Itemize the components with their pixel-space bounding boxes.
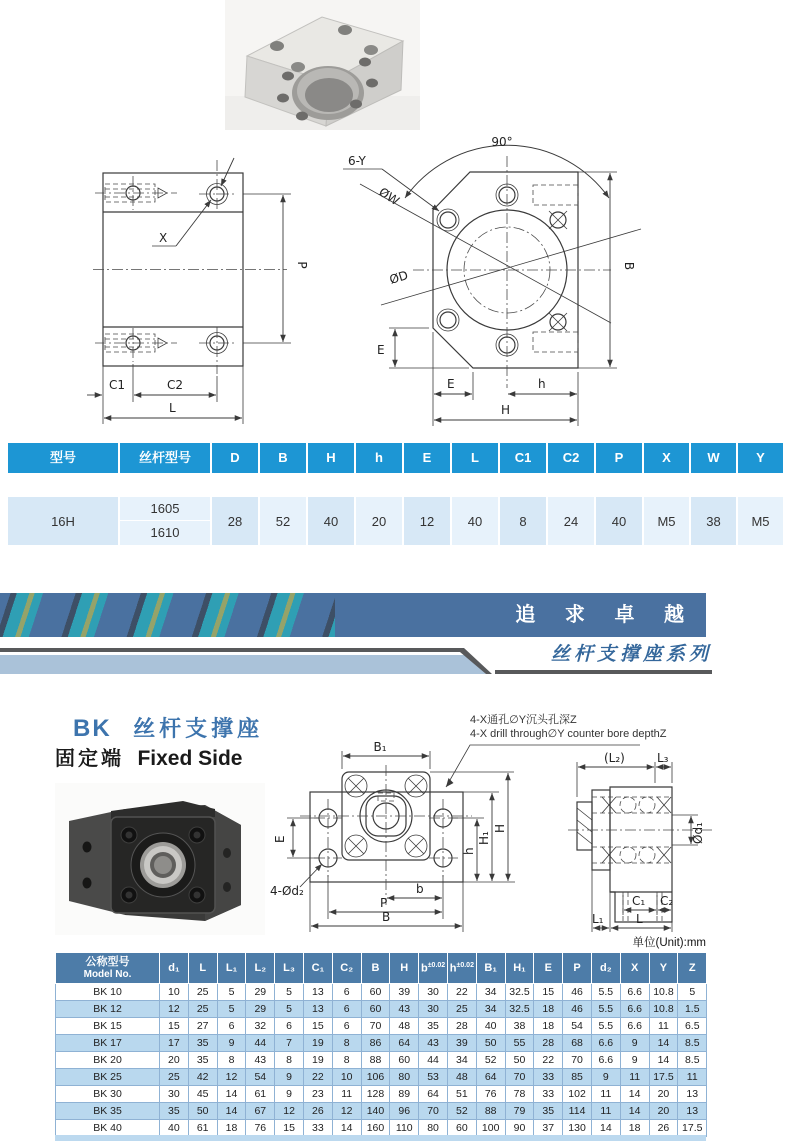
dim-label-l3: L₃	[657, 751, 669, 765]
dim-label-c1: C₁	[632, 894, 646, 908]
dim-label-b-total: B	[382, 910, 391, 924]
dim-label-c2: C2	[167, 378, 184, 392]
table2-cell: 15	[534, 984, 563, 1001]
table2-cell: 35	[188, 1052, 217, 1069]
table2-cell: 39	[390, 984, 419, 1001]
table2-cell: 20	[160, 1052, 189, 1069]
table2-cell: 43	[419, 1035, 448, 1052]
table1-header-cell: D	[212, 443, 258, 473]
table2-cell: 6	[275, 1018, 304, 1035]
table2-cell: 61	[188, 1120, 217, 1137]
table2-cell: BK 10	[56, 984, 160, 1001]
banner-band	[0, 593, 706, 637]
table2-cell: 67	[246, 1103, 275, 1120]
table2-header-cell: B	[361, 953, 390, 984]
table1-header-cell: X	[644, 443, 689, 473]
table2-cell: 54	[246, 1069, 275, 1086]
table2-cell: BK 12	[56, 1001, 160, 1018]
table2-cell: 14	[649, 1052, 678, 1069]
table2-cell: 8	[332, 1052, 361, 1069]
table2-cell: 26	[303, 1103, 332, 1120]
table2-cell: 18	[534, 1001, 563, 1018]
table2-cell: 8.5	[678, 1052, 707, 1069]
table1-header-cell: C1	[500, 443, 546, 473]
table2-cell: BK 25	[56, 1069, 160, 1086]
table2-cell: 6	[217, 1018, 246, 1035]
table2-cell: 11	[620, 1069, 649, 1086]
table2-cell: 14	[649, 1035, 678, 1052]
bk-side-view	[568, 751, 712, 932]
series-underline	[495, 670, 712, 674]
table2-cell: 50	[188, 1103, 217, 1120]
dim-label-l2: (L₂)	[604, 751, 625, 765]
table2-cell: 39	[447, 1035, 476, 1052]
table2-cell: 29	[246, 1001, 275, 1018]
table2-cell: 96	[390, 1103, 419, 1120]
table2-cell: 48	[447, 1069, 476, 1086]
table2-cell: 14	[217, 1103, 246, 1120]
table2-cell: 18	[534, 1018, 563, 1035]
product-photo-aluminum-housing	[225, 0, 420, 130]
table2-cell: 19	[303, 1035, 332, 1052]
dim-label-c2: C₂	[660, 894, 674, 908]
table2-cell: 35	[419, 1018, 448, 1035]
dim-label-d1: Ød₁	[691, 822, 705, 844]
table2-cell: 13	[303, 984, 332, 1001]
table2-cell: 17.5	[678, 1120, 707, 1137]
table2-cell: 12	[160, 1001, 189, 1018]
dim-label-x: X	[159, 231, 168, 245]
table1-column: 8	[500, 497, 546, 545]
table2-cell: 8.5	[678, 1035, 707, 1052]
table2-cell: 9	[591, 1069, 620, 1086]
table2-cell: 51	[447, 1086, 476, 1103]
table2-row	[56, 1035, 707, 1052]
table2-cell: 5	[275, 984, 304, 1001]
table2-cell: 11	[649, 1018, 678, 1035]
table2-cell: 34	[476, 984, 505, 1001]
table2-cell: 6	[332, 1018, 361, 1035]
aluminum-housing-image	[225, 0, 420, 130]
table2-row	[56, 1018, 707, 1035]
table1-header-cell: B	[260, 443, 306, 473]
dim-label-e-left: E	[377, 343, 385, 357]
table2-cell: 52	[476, 1052, 505, 1069]
table2-cell: 54	[563, 1018, 592, 1035]
table1-header-cell: H	[308, 443, 354, 473]
table2-cell: 5	[217, 984, 246, 1001]
table2-cell: 13	[303, 1001, 332, 1018]
table2-header-cell: C₂	[332, 953, 361, 984]
table1-header	[8, 443, 785, 473]
table1-column: 12	[404, 497, 450, 545]
table2-cell: 18	[217, 1120, 246, 1137]
table2-cell: 15	[303, 1018, 332, 1035]
front-view-drawing	[343, 135, 641, 426]
table1-column: M5	[738, 497, 783, 545]
table2-cell: 76	[246, 1120, 275, 1137]
table1-screw-model: 1605	[120, 497, 210, 521]
table2-cell: 43	[246, 1052, 275, 1069]
table2-cell: 5	[678, 984, 707, 1001]
table2-cell: 53	[419, 1069, 448, 1086]
table2-cell: 14	[332, 1120, 361, 1137]
table2-cell: 25	[188, 1001, 217, 1018]
table2-cell: 11	[678, 1069, 707, 1086]
table2-cell: 90	[505, 1120, 534, 1137]
table2-header-cell: H	[390, 953, 419, 984]
technical-drawing-first-section	[55, 132, 735, 434]
dim-label-90: 90°	[491, 135, 513, 149]
dim-label-4d2: 4-Ød₂	[270, 884, 304, 898]
table1-body	[8, 497, 785, 545]
table2-cell: 22	[534, 1052, 563, 1069]
dim-label-h-total: H	[501, 403, 511, 417]
table2-cell: 9	[217, 1035, 246, 1052]
table2-cell: 5.5	[591, 984, 620, 1001]
dim-label-dd: ØD	[387, 268, 410, 287]
table2-cell: 11	[591, 1103, 620, 1120]
table2-cell: 9	[275, 1069, 304, 1086]
table2-cell: 48	[390, 1018, 419, 1035]
table2-cell: 60	[447, 1120, 476, 1137]
table2-cell: 11	[591, 1086, 620, 1103]
table2-cell: 22	[303, 1069, 332, 1086]
table2-cell: BK 17	[56, 1035, 160, 1052]
table2-bottom-bar	[55, 1135, 706, 1141]
table2-cell: 34	[476, 1001, 505, 1018]
table2-cell: 33	[303, 1120, 332, 1137]
table2-cell: 30	[419, 1001, 448, 1018]
table2-cell: 6	[332, 1001, 361, 1018]
table2-cell: 20	[649, 1086, 678, 1103]
table2-cell: 12	[217, 1069, 246, 1086]
technical-drawing-bk-section	[270, 735, 790, 940]
table2-cell: 114	[563, 1103, 592, 1120]
table2-cell: 14	[217, 1086, 246, 1103]
table2-row	[56, 1120, 707, 1137]
table2-header-cell: Y	[649, 953, 678, 984]
table2-header-cell: C₁	[303, 953, 332, 984]
dim-label-e-bottom: E	[447, 377, 455, 391]
dim-label-b1: B₁	[373, 740, 387, 754]
table2-cell: 64	[419, 1086, 448, 1103]
table2-cell: 18	[620, 1120, 649, 1137]
table2-cell: 6.6	[591, 1052, 620, 1069]
table2-cell: 110	[390, 1120, 419, 1137]
table2-cell: 27	[188, 1018, 217, 1035]
product-photo-bk-support	[55, 783, 265, 935]
table2-cell: BK 30	[56, 1086, 160, 1103]
table2-cell: 37	[534, 1120, 563, 1137]
table2-cell: 40	[160, 1120, 189, 1137]
banner-stripes	[0, 593, 335, 637]
table2-cell: 52	[447, 1103, 476, 1120]
dim-label-h-total: H	[493, 823, 507, 833]
table2-cell: 60	[390, 1052, 419, 1069]
table2-cell: 68	[563, 1035, 592, 1052]
table1-column: 52	[260, 497, 306, 545]
table2-cell: 28	[534, 1035, 563, 1052]
bk-section-title	[55, 712, 263, 768]
table2-header-cell: d₂	[591, 953, 620, 984]
table2-cell: 1.5	[678, 1001, 707, 1018]
side-view-drawing	[87, 158, 309, 424]
table2-header-cell: Z	[678, 953, 707, 984]
table2-cell: 61	[246, 1086, 275, 1103]
table1-header-cell: h	[356, 443, 402, 473]
table2-cell: 10	[332, 1069, 361, 1086]
table2-cell: 45	[188, 1086, 217, 1103]
table2-cell: 30	[160, 1086, 189, 1103]
table1-header-cell: W	[691, 443, 736, 473]
dim-label-dw: ØW	[376, 184, 402, 209]
table2-cell: 70	[563, 1052, 592, 1069]
table2-cell: 20	[649, 1103, 678, 1120]
table1-header-cell: L	[452, 443, 498, 473]
table2-cell: 32.5	[505, 1001, 534, 1018]
table2-cell: 42	[188, 1069, 217, 1086]
table2-cell: 14	[620, 1103, 649, 1120]
table1-column: 16H	[8, 497, 118, 545]
table2-cell: 5	[217, 1001, 246, 1018]
table1-header-cell: P	[596, 443, 642, 473]
table2-cell: 17	[160, 1035, 189, 1052]
table2-cell: 64	[476, 1069, 505, 1086]
table2-cell: 86	[361, 1035, 390, 1052]
table2-header-cell: d₁	[160, 953, 189, 984]
table2-cell: BK 15	[56, 1018, 160, 1035]
table2-row	[56, 1086, 707, 1103]
dim-label-h: h	[538, 377, 546, 391]
table2-cell: 10	[160, 984, 189, 1001]
table1-column: M5	[644, 497, 689, 545]
table2-cell: 6.6	[620, 1001, 649, 1018]
table1-header-cell: C2	[548, 443, 594, 473]
table2-header-cell: L₃	[275, 953, 304, 984]
series-title: 丝杆支撑座系列	[550, 644, 712, 665]
table2-cell: 29	[246, 984, 275, 1001]
table2-cell: 8	[217, 1052, 246, 1069]
table2-cell: 76	[476, 1086, 505, 1103]
table2-cell: 6.6	[591, 1035, 620, 1052]
table2-cell: 22	[447, 984, 476, 1001]
table2-cell: 9	[620, 1035, 649, 1052]
table2-cell: 32.5	[505, 984, 534, 1001]
table1-column: 38	[691, 497, 736, 545]
table2-cell: 102	[563, 1086, 592, 1103]
table2-row	[56, 1052, 707, 1069]
table2-row	[56, 984, 707, 1001]
table2-cell: 35	[534, 1103, 563, 1120]
table2-cell: 34	[447, 1052, 476, 1069]
table2-cell: 64	[390, 1035, 419, 1052]
table2-header-cell: P	[563, 953, 592, 984]
table2-header-cell: L₂	[246, 953, 275, 984]
table2-cell: 13	[678, 1086, 707, 1103]
bk-code: BK	[73, 715, 112, 742]
table2-cell: 25	[188, 984, 217, 1001]
table1-header-cell: E	[404, 443, 450, 473]
table2-cell: 9	[620, 1052, 649, 1069]
table2-cell: BK 40	[56, 1120, 160, 1137]
table2-row	[56, 1069, 707, 1086]
table2-cell: 38	[505, 1018, 534, 1035]
bk-side-cn: 固定端	[55, 748, 124, 770]
table1-column: 20	[356, 497, 402, 545]
table2-header-cell: $h^{\pm 0.02}$	[447, 953, 476, 984]
dim-label-6y: 6-Y	[348, 154, 366, 168]
table1-column: 28	[212, 497, 258, 545]
bk-support-image	[55, 783, 265, 935]
dim-label-e: E	[273, 835, 287, 843]
table2-cell: 6.6	[620, 1018, 649, 1035]
banner-slogan: 追 求 卓 越	[515, 604, 696, 626]
banner-lower-stripe	[0, 648, 500, 674]
table2-cell: 44	[419, 1052, 448, 1069]
table2-row	[56, 1103, 707, 1120]
table1-header-cell: 丝杆型号	[120, 443, 210, 473]
table2-header-cell: $b^{\pm 0.02}$	[419, 953, 448, 984]
dim-label-l: L	[169, 401, 176, 415]
table1-column	[120, 497, 210, 545]
table2-cell: 33	[534, 1069, 563, 1086]
counterbore-note-en: 4-X drill through∅Y counter bore depthZ	[470, 728, 667, 740]
table2-cell: 88	[361, 1052, 390, 1069]
table2-header-model: 公称型号 Model No.	[56, 953, 160, 984]
table2-cell: 100	[476, 1120, 505, 1137]
table1-column: 40	[308, 497, 354, 545]
table1-header-cell: Y	[738, 443, 783, 473]
table2-cell: 35	[160, 1103, 189, 1120]
table2-cell: 130	[563, 1120, 592, 1137]
table2-cell: 70	[361, 1018, 390, 1035]
table2-cell: 15	[160, 1018, 189, 1035]
dim-label-c1: C1	[109, 378, 126, 392]
table2-cell: 9	[275, 1086, 304, 1103]
table2-cell: 60	[361, 984, 390, 1001]
table2-cell: 12	[275, 1103, 304, 1120]
table2-cell: 19	[303, 1052, 332, 1069]
table2-cell: 44	[246, 1035, 275, 1052]
table2-cell: 17.5	[649, 1069, 678, 1086]
table2-cell: 26	[649, 1120, 678, 1137]
dim-label-l1: L₁	[592, 912, 604, 926]
table2-cell: 23	[303, 1086, 332, 1103]
table2-cell: 15	[275, 1120, 304, 1137]
table2-cell: 8	[275, 1052, 304, 1069]
table2-header-cell: L₁	[217, 953, 246, 984]
table2-cell: 10.8	[649, 984, 678, 1001]
table2-header-cell: L	[188, 953, 217, 984]
table2-cell: 79	[505, 1103, 534, 1120]
table1-column: 24	[548, 497, 594, 545]
unit-label: 单位(Unit):mm	[632, 937, 706, 949]
table2-cell: 5	[275, 1001, 304, 1018]
table2-cell: 7	[275, 1035, 304, 1052]
table2-cell: 11	[332, 1086, 361, 1103]
table1-column: 40	[452, 497, 498, 545]
table2-cell: 28	[447, 1018, 476, 1035]
table2-cell: 50	[476, 1035, 505, 1052]
table1-screw-model: 1610	[150, 525, 180, 540]
dim-label-b: B	[622, 261, 636, 271]
table2-cell: 46	[563, 984, 592, 1001]
table2-cell: 60	[361, 1001, 390, 1018]
table2-cell: 55	[505, 1035, 534, 1052]
table2-cell: 40	[476, 1018, 505, 1035]
dim-label-b-small: b	[416, 882, 424, 896]
table2-cell: 106	[361, 1069, 390, 1086]
dim-label-h1: H₁	[477, 831, 491, 845]
table2-header-cell: X	[620, 953, 649, 984]
bk-dimension-table	[55, 952, 707, 1137]
table2-cell: 160	[361, 1120, 390, 1137]
table2-row	[56, 1001, 707, 1018]
table2-header-cell: E	[534, 953, 563, 984]
table2-cell: 30	[419, 984, 448, 1001]
table1-header-cell: 型号	[8, 443, 118, 473]
table2-cell: 14	[620, 1086, 649, 1103]
table2-cell: 5.5	[591, 1018, 620, 1035]
table2-cell: 140	[361, 1103, 390, 1120]
table2-cell: 25	[447, 1001, 476, 1018]
bk-front-view	[270, 740, 515, 932]
table2-cell: 8	[332, 1035, 361, 1052]
dim-label-p: P	[380, 896, 388, 910]
table2-cell: 89	[390, 1086, 419, 1103]
dim-label-p: P	[295, 261, 309, 269]
table2-cell: 50	[505, 1052, 534, 1069]
table2-cell: 6	[332, 984, 361, 1001]
table2-cell: 14	[591, 1120, 620, 1137]
table2-cell: 35	[188, 1035, 217, 1052]
table2-cell: 70	[505, 1069, 534, 1086]
table2-header-cell: B₁	[476, 953, 505, 984]
table2-cell: 10.8	[649, 1001, 678, 1018]
table2-cell: BK 20	[56, 1052, 160, 1069]
dim-label-l: L	[636, 912, 643, 926]
table2-cell: 6.6	[620, 984, 649, 1001]
table2-cell: 80	[390, 1069, 419, 1086]
table2-cell: 12	[332, 1103, 361, 1120]
table2-cell: 33	[534, 1086, 563, 1103]
bk-side-en: Fixed Side	[137, 747, 243, 770]
table2-cell: 46	[563, 1001, 592, 1018]
table1-column: 40	[596, 497, 642, 545]
table2-cell: BK 35	[56, 1103, 160, 1120]
table2-cell: 128	[361, 1086, 390, 1103]
table2-cell: 70	[419, 1103, 448, 1120]
table2-cell: 78	[505, 1086, 534, 1103]
bk-name-cn: 丝杆支撑座	[133, 716, 264, 741]
table2-cell: 85	[563, 1069, 592, 1086]
table2-header-cell: H₁	[505, 953, 534, 984]
table2-cell: 25	[160, 1069, 189, 1086]
table2-cell: 43	[390, 1001, 419, 1018]
dim-label-h: h	[462, 847, 476, 855]
table2-cell: 6.5	[678, 1018, 707, 1035]
counterbore-note-cn: 4-X通孔∅Y沉头孔深Z	[470, 714, 577, 726]
table2-cell: 13	[678, 1103, 707, 1120]
table2-cell: 32	[246, 1018, 275, 1035]
table2-cell: 5.5	[591, 1001, 620, 1018]
table2-cell: 80	[419, 1120, 448, 1137]
table2-cell: 88	[476, 1103, 505, 1120]
